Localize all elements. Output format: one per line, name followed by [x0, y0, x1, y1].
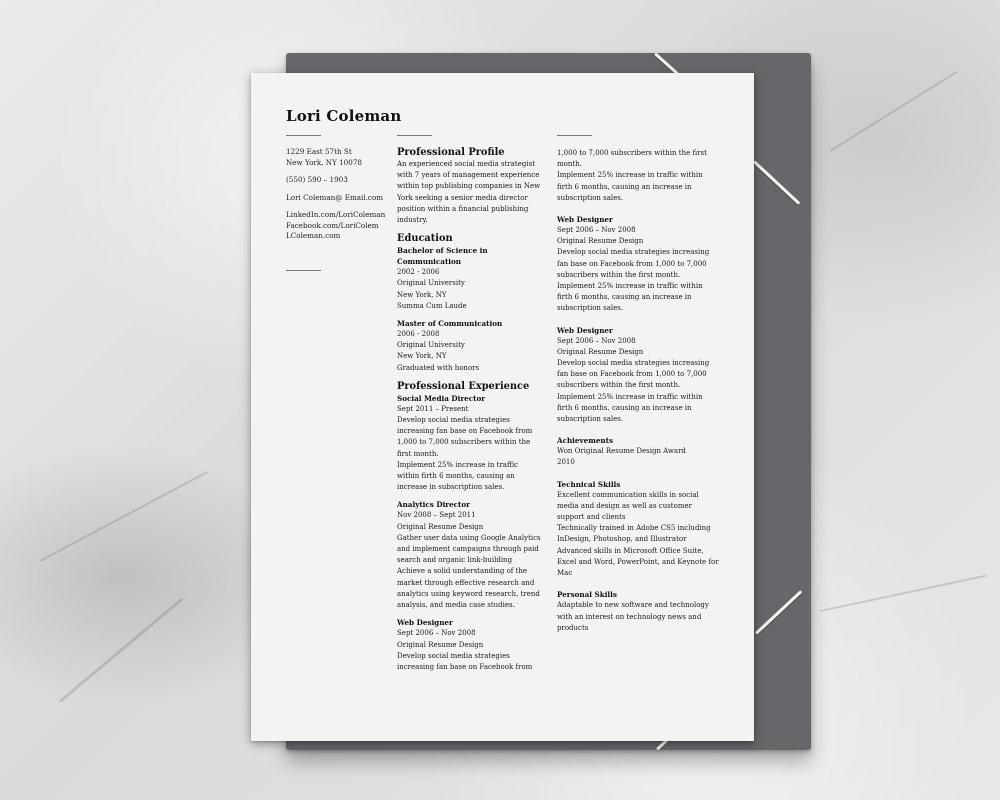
text-line: Sept 2006 – Nov 2008: [557, 226, 636, 235]
text-line: and implement campaigns through paid: [397, 545, 539, 554]
text-line: New York, NY: [397, 290, 447, 299]
contact-block: [286, 147, 385, 242]
job-entry: [397, 499, 547, 611]
text-line: Advanced skills in Microsoft Office Suite,: [557, 546, 704, 555]
text-line: subscribers within the first month.: [557, 381, 681, 390]
continued-text: [557, 148, 732, 204]
text-line: 2002 - 2006: [397, 268, 440, 277]
text-line: New York, NY: [397, 352, 447, 361]
text-line: with 7 years of management experience: [397, 171, 540, 180]
text-line: Graduated with honors: [397, 363, 480, 372]
text-line: Gather user data using Google Analytics: [397, 533, 541, 542]
text-line: subscription sales.: [557, 193, 624, 202]
job-title: Analytics Director: [397, 500, 470, 510]
divider: [557, 135, 592, 136]
job-title: Web Designer: [397, 618, 453, 628]
divider: [286, 270, 321, 271]
text-line: InDesign, Photoshop, and Illustrator: [557, 535, 687, 544]
job-title: Social Media Director: [397, 393, 486, 403]
marble-vein: [59, 598, 183, 703]
text-line: products: [557, 623, 589, 632]
text-line: industry.: [397, 216, 428, 225]
resume-name: Lori Coleman: [286, 107, 402, 125]
text-line: Nov 2008 – Sept 2011: [397, 511, 476, 520]
text-line: 1,000 to 7,000 subscribers within the: [397, 438, 531, 447]
text-line: fan base on Facebook from 1,000 to 7,000: [557, 259, 707, 268]
email-address: Lori Coleman@ Email.com: [286, 192, 384, 202]
marble-vein: [829, 71, 957, 152]
text-line: increase in subscription sales.: [397, 483, 505, 492]
text-line: Adaptable to new software and technology: [557, 601, 709, 610]
job-entry: [557, 325, 732, 426]
education-entry: [397, 318, 547, 374]
text-line: subscription sales.: [557, 304, 624, 313]
text-line: York seeking a senior media director: [397, 193, 528, 202]
text-line: Excellent communication skills in social: [557, 490, 699, 499]
job-entry: [397, 393, 547, 494]
text-line: Technically trained in Adobe CS5 including: [557, 524, 711, 533]
job-title: Web Designer: [557, 215, 613, 225]
job-entry: [397, 617, 547, 673]
text-line: subscribers within the first month.: [557, 270, 681, 279]
marble-vein: [820, 575, 987, 612]
text-line: Implement 25% increase in traffic within: [557, 171, 703, 180]
profile-text: [397, 159, 547, 226]
text-line: within top publishing companies in New: [397, 182, 541, 191]
degree-title: Bachelor of Science in Communication: [397, 246, 488, 267]
technical-skills-section: [557, 479, 732, 580]
text-line: Sept 2006 – Nov 2008: [397, 629, 476, 638]
text-line: 2010: [557, 458, 575, 467]
text-line: with an interest on technology news and: [557, 612, 702, 621]
degree-title: Master of Communication: [397, 319, 503, 329]
text-line: Achieve a solid understanding of the: [397, 567, 528, 576]
text-line: Sept 2011 – Present: [397, 404, 469, 413]
text-line: firth 6 months, causing an increase in: [557, 182, 692, 191]
text-line: Summa Cum Laude: [397, 301, 467, 310]
text-line: 2006 - 2008: [397, 330, 440, 339]
text-line: analysis, and media case studies.: [397, 601, 515, 610]
text-line: Develop social media strategies: [397, 416, 510, 425]
personal-skills-section: [557, 589, 732, 634]
text-line: Sept 2006 – Nov 2008: [557, 336, 636, 345]
education-entry: [397, 245, 547, 312]
text-line: Original Resume Design: [557, 347, 644, 356]
text-line: Develop social media strategies increasing: [557, 359, 710, 368]
text-line: 1,000 to 7,000 subscribers within the first: [557, 149, 707, 157]
section-heading: Achievements: [557, 436, 614, 446]
text-line: Develop social media strategies increasing: [557, 248, 710, 257]
linkedin-link: LinkedIn.com/LoriColeman: [286, 210, 386, 219]
text-line: Implement 25% increase in traffic within: [557, 282, 703, 291]
text-line: Excel and Word, PowerPoint, and Keynote for: [557, 557, 719, 566]
text-line: Won Original Resume Design Award: [557, 447, 686, 456]
section-heading: Professional Profile: [397, 147, 505, 158]
phone-number: (550) 590 – 1903: [286, 175, 348, 184]
text-line: search and organic link-building: [397, 556, 513, 565]
text-line: analytics using keyword research, trend: [397, 589, 540, 598]
text-line: firth 6 months, causing an increase in: [557, 403, 692, 412]
text-line: Mac: [557, 569, 573, 578]
text-line: Implement 25% increase in traffic within: [557, 392, 703, 401]
text-line: firth 6 months, causing an increase in: [557, 293, 692, 302]
text-line: increasing fan base on Facebook from: [397, 427, 533, 436]
text-line: Original Resume Design: [397, 522, 484, 531]
section-heading: Technical Skills: [557, 479, 621, 489]
text-line: An experienced social media strategist: [397, 160, 536, 168]
divider: [286, 135, 321, 136]
text-line: Original University: [397, 341, 465, 350]
divider: [397, 135, 432, 136]
section-heading: Education: [397, 233, 453, 245]
text-line: within firth 6 months, causing an: [397, 472, 515, 481]
text-line: Original Resume Design: [397, 640, 484, 649]
section-heading: Professional Experience: [397, 380, 530, 392]
main-column: [397, 146, 547, 679]
achievements-section: [557, 435, 732, 468]
text-line: Implement 25% increase in traffic: [397, 460, 519, 469]
job-entry: [557, 214, 732, 315]
text-line: month.: [557, 160, 582, 169]
text-line: increasing fan base on Facebook from: [397, 662, 533, 671]
section-heading: Personal Skills: [557, 590, 617, 600]
address-line: New York, NY 10078: [286, 157, 362, 167]
text-line: media and design as well as customer: [557, 501, 692, 510]
text-line: Original University: [397, 279, 465, 288]
marble-vein: [40, 471, 209, 562]
right-column: [557, 148, 732, 640]
text-line: first month.: [397, 449, 439, 458]
resume-page: [251, 73, 754, 741]
text-line: Original Resume Design: [557, 237, 644, 246]
text-line: position within a financial publishing: [397, 204, 529, 213]
text-line: subscription sales.: [557, 415, 624, 424]
facebook-link: Facebook.com/LoriColem: [286, 220, 379, 230]
text-line: market through effective research and: [397, 578, 535, 587]
text-line: support and clients: [557, 513, 626, 522]
text-line: fan base on Facebook from 1,000 to 7,000: [557, 370, 707, 379]
job-title: Web Designer: [557, 325, 613, 335]
address-line: 1229 East 57th St: [286, 147, 352, 156]
text-line: Develop social media strategies: [397, 651, 510, 660]
website-link: LColeman.com: [286, 231, 341, 240]
